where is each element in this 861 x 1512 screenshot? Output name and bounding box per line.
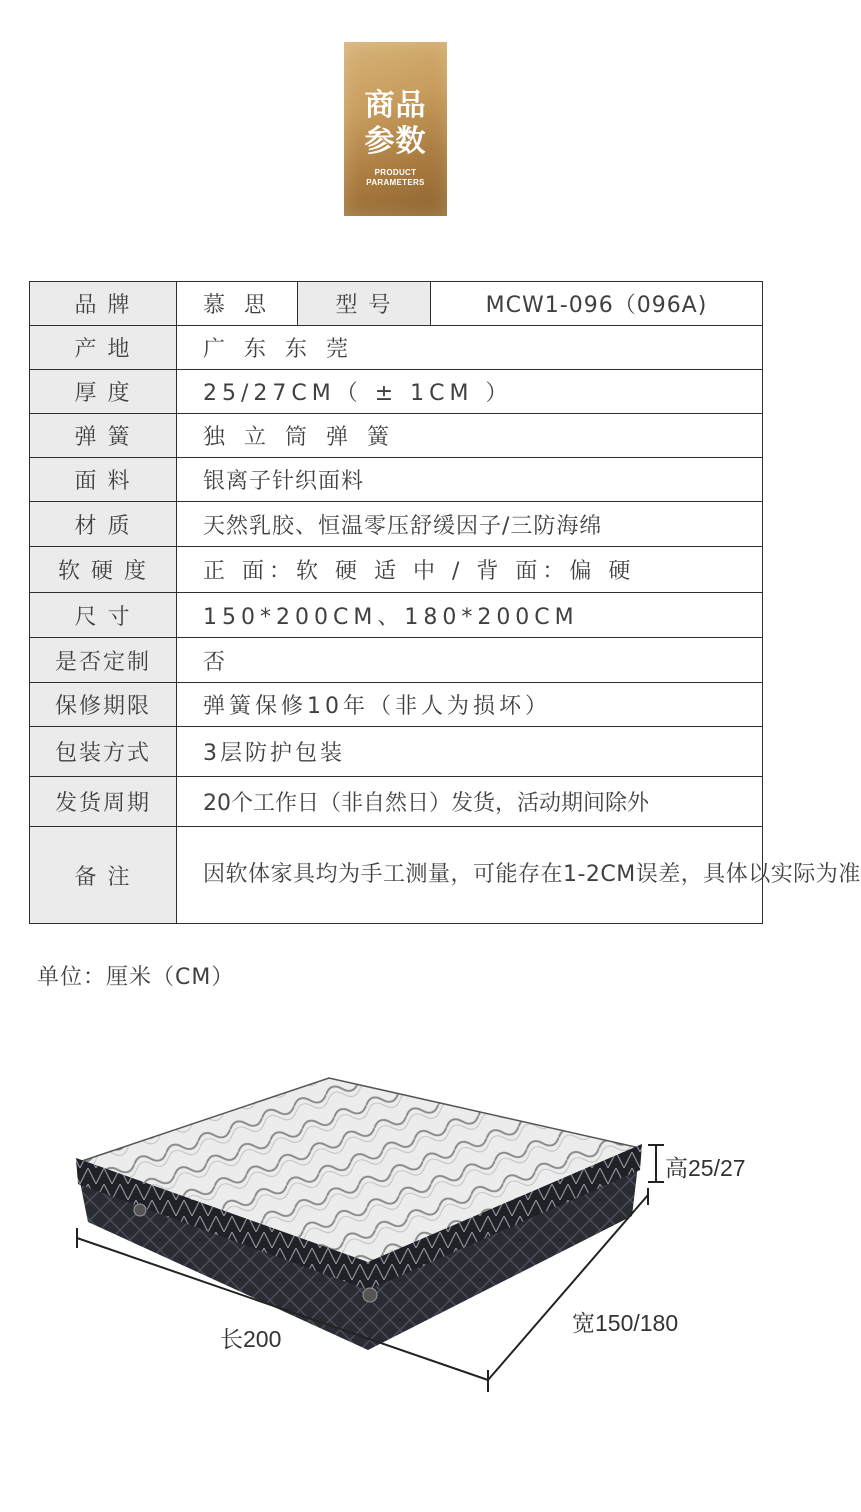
vent-icon (363, 1288, 377, 1302)
packaging-label: 包装方式 (30, 727, 177, 777)
warranty-value: 弹簧保修10年（非人为损坏） (177, 683, 763, 727)
model-value: MCW1-096（096A) (431, 282, 763, 326)
table-row (30, 593, 763, 638)
size-label: 尺 寸 (30, 593, 177, 638)
badge-title-line2: 参数 (364, 124, 427, 159)
badge-subtitle: PRODUCT PARAMETERS (366, 168, 425, 187)
origin-value: 广 东 东 莞 (177, 326, 763, 370)
remark-label: 备 注 (30, 827, 177, 924)
brand-label: 品 牌 (30, 282, 177, 326)
table-row (30, 547, 763, 593)
vent-icon (134, 1204, 146, 1216)
table-row (30, 638, 763, 683)
unit-note: 单位：厘米（CM） (37, 965, 235, 990)
table-row (30, 414, 763, 458)
size-value: 150*200CM、180*200CM (177, 593, 763, 638)
packaging-value: 3层防护包装 (177, 727, 763, 777)
table-row (30, 727, 763, 777)
custom-value: 否 (177, 638, 763, 683)
table-row (30, 827, 763, 924)
table-row (30, 282, 763, 326)
origin-label: 产 地 (30, 326, 177, 370)
table-row (30, 777, 763, 827)
firmness-label: 软 硬 度 (30, 547, 177, 593)
custom-label: 是否定制 (30, 638, 177, 683)
material-label: 材 质 (30, 502, 177, 547)
firmness-value: 正 面：软 硬 适 中 / 背 面：偏 硬 (177, 547, 763, 593)
brand-value: 慕 思 (177, 282, 298, 326)
model-label: 型 号 (298, 282, 431, 326)
thickness-label: 厚 度 (30, 370, 177, 414)
material-value: 天然乳胶、恒温零压舒缓因子/三防海绵 (177, 502, 763, 547)
spec-table (29, 281, 861, 924)
table-row (30, 458, 763, 502)
height-label: 高25/27 (665, 1155, 746, 1181)
table-row (30, 370, 763, 414)
delivery-label: 发货周期 (30, 777, 177, 827)
table-row (30, 502, 763, 547)
product-parameters-badge (344, 42, 447, 216)
fabric-label: 面 料 (30, 458, 177, 502)
badge-title-line1: 商品 (364, 88, 427, 123)
fabric-value: 银离子针织面料 (177, 458, 763, 502)
table-row (30, 683, 763, 727)
remark-value: 因软体家具均为手工测量，可能存在1-2CM误差，具体以实际为准 (177, 827, 763, 924)
thickness-value: 25/27CM（ ± 1CM ） (177, 370, 763, 414)
warranty-label: 保修期限 (30, 683, 177, 727)
mattress-image (0, 1040, 790, 1420)
spring-value: 独 立 筒 弹 簧 (177, 414, 763, 458)
table-row (30, 326, 763, 370)
delivery-value: 20个工作日（非自然日）发货，活动期间除外 (177, 777, 763, 827)
spring-label: 弹 簧 (30, 414, 177, 458)
width-label: 宽150/180 (572, 1310, 679, 1336)
length-label: 长200 (220, 1326, 282, 1352)
